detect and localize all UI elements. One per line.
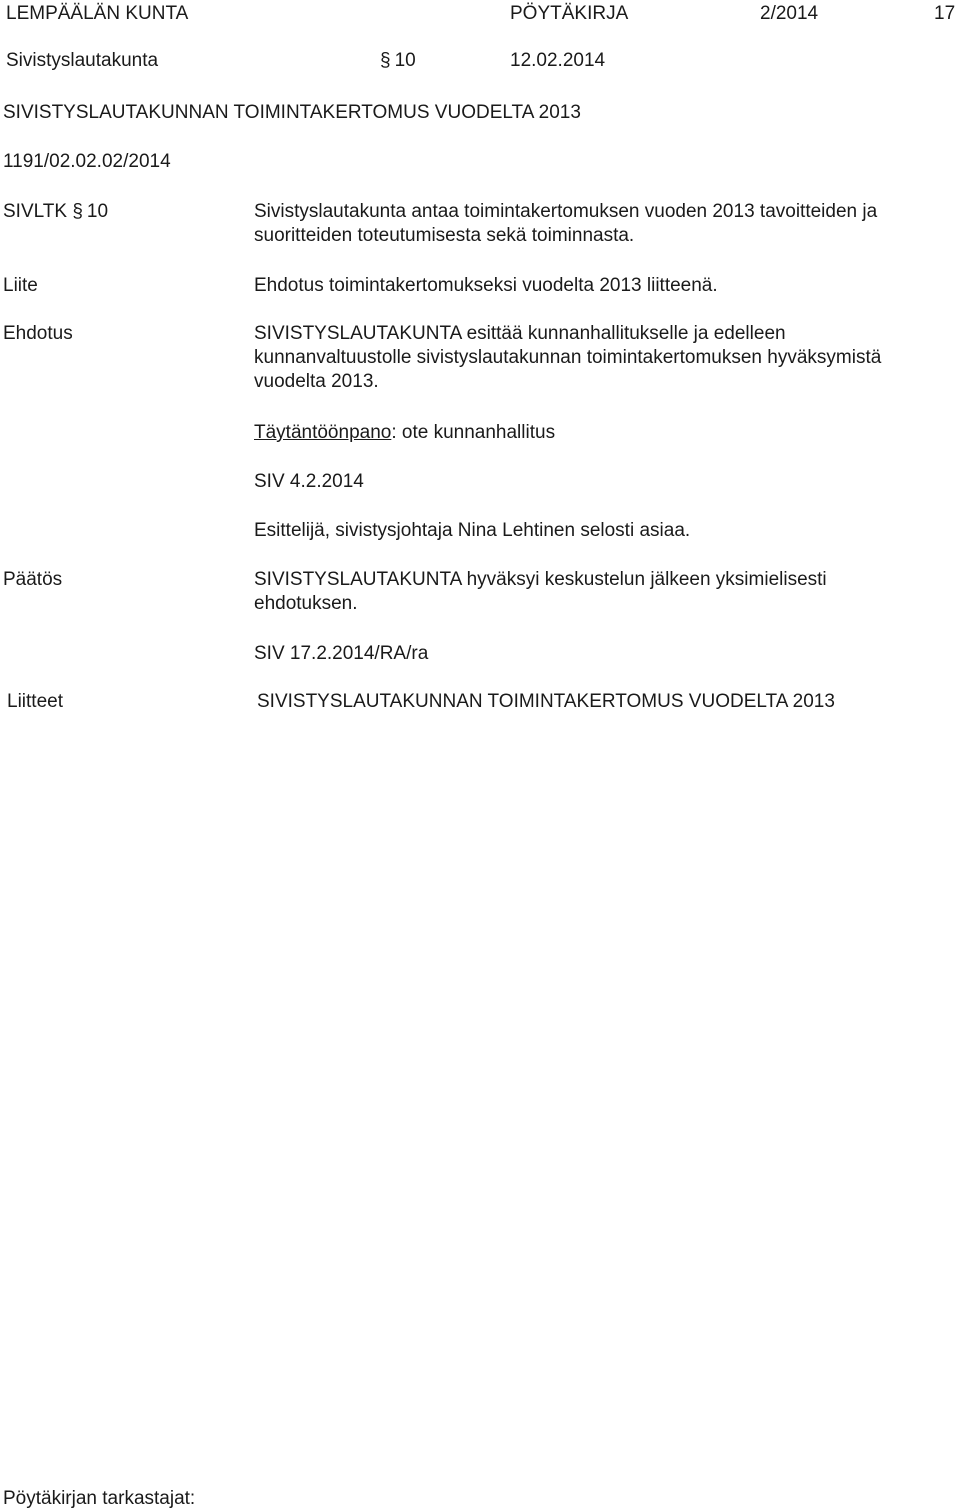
item-intro: Sivistyslautakunta antaa toimintakertomuksen vuoden 2013 tavoitteiden ja suoritteiden toteutumisesta sekä toiminnasta. — [254, 201, 878, 246]
section-symbol-icon: § — [380, 50, 391, 71]
document-type: PÖYTÄKIRJA — [510, 3, 629, 24]
execution-label: Täytäntöönpano — [254, 422, 392, 443]
presenter-text: Esittelijä, sivistysjohtaja Nina Lehtinen selosti asiaa. — [254, 520, 691, 541]
attachment-label: Liite — [3, 275, 38, 296]
attachments-text: SIVISTYSLAUTAKUNNAN TOIMINTAKERTOMUS VUODELTA 2013 — [257, 691, 835, 712]
proposal-text: SIVISTYSLAUTAKUNTA esittää kunnanhallitukselle ja edelleen kunnanvaltuustolle sivistyslautakunnan toimintakertomuksen hyväksymistä vuodelta 2013. — [254, 323, 882, 392]
section-number: 10 — [394, 50, 416, 71]
section-reference — [380, 49, 416, 73]
checkers-label: Pöytäkirjan tarkastajat: — [3, 1488, 196, 1509]
execution-line — [254, 421, 555, 445]
page-number: 17 — [934, 3, 956, 24]
item-code-number: 10 — [86, 201, 109, 222]
decision-text: SIVISTYSLAUTAKUNTA hyväksyi keskustelun jälkeen yksimielisesti ehdotuksen. — [254, 569, 827, 614]
meeting-date: 12.02.2014 — [510, 50, 606, 71]
item-code — [3, 200, 108, 224]
execution-text: : ote kunnanhallitus — [391, 422, 556, 443]
proposal-label: Ehdotus — [3, 323, 73, 344]
board-name: Sivistyslautakunta — [6, 50, 159, 71]
proposal-reference-code: SIV 4.2.2014 — [254, 471, 364, 492]
attachments-label: Liitteet — [7, 691, 63, 712]
municipality-name: LEMPÄÄLÄN KUNTA — [6, 3, 189, 24]
decision-reference-code: SIV 17.2.2014/RA/ra — [254, 643, 429, 664]
document-number: 2/2014 — [760, 3, 819, 24]
decision-label: Päätös — [3, 569, 63, 590]
section-symbol-icon: § — [72, 201, 83, 222]
attachment-text: Ehdotus toimintakertomukseksi vuodelta 2013 liitteenä. — [254, 275, 718, 296]
case-reference: 1191/02.02.02/2014 — [3, 151, 171, 172]
item-code-label: SIVLTK — [3, 201, 68, 222]
page-title: SIVISTYSLAUTAKUNNAN TOIMINTAKERTOMUS VUODELTA 2013 — [3, 102, 581, 123]
